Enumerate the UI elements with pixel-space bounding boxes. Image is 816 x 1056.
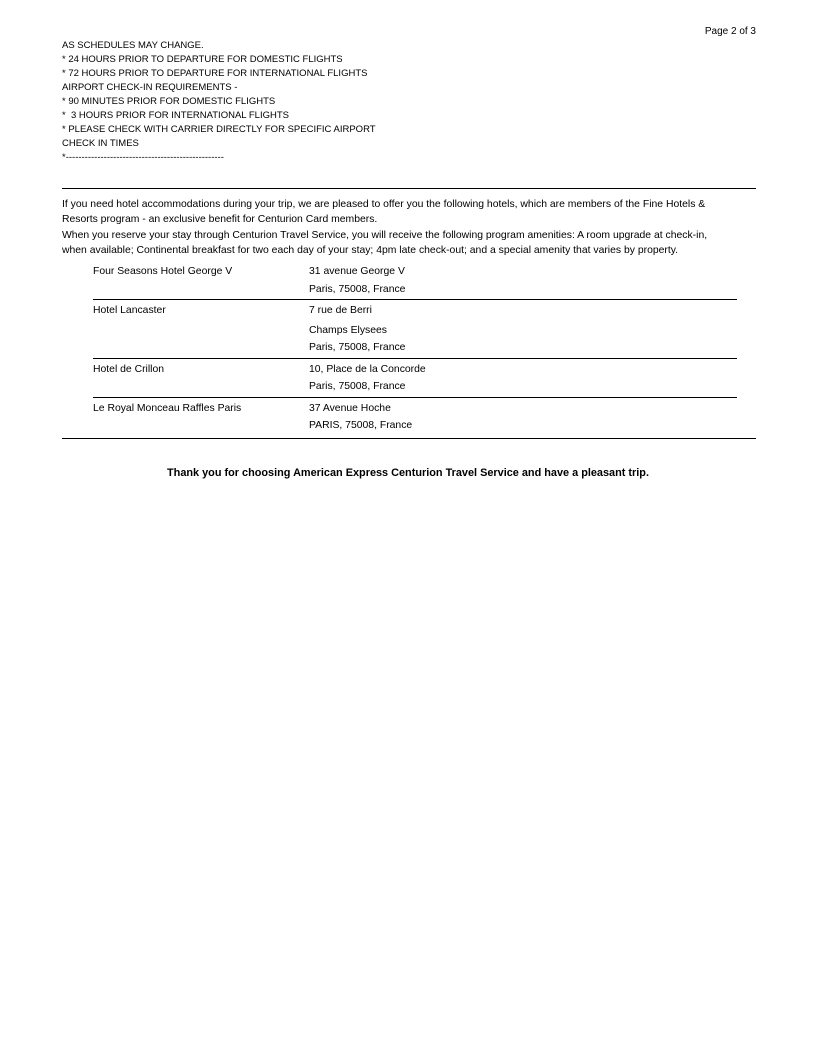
table-row	[93, 358, 737, 397]
hotel-name: Four Seasons Hotel George V	[93, 266, 233, 278]
hotel-table	[93, 261, 737, 436]
hotel-intro	[62, 189, 756, 258]
note-line: AS SCHEDULES MAY CHANGE.	[62, 40, 204, 51]
note-line: * 72 HOURS PRIOR TO DEPARTURE FOR INTERNATIONAL FLIGHTS	[62, 68, 368, 79]
address-line: 7 rue de Berri	[309, 305, 372, 317]
note-line: AIRPORT CHECK-IN REQUIREMENTS -	[62, 82, 238, 93]
flight-notes	[62, 39, 662, 165]
hotel-address	[309, 302, 737, 357]
intro-line: when available; Continental breakfast for two each day of your stay; 4pm late check-out; and a special amenity that varies by property.	[62, 244, 679, 256]
address-line: 10, Place de la Concorde	[309, 363, 426, 375]
note-line: *--------------------------------------------------	[62, 152, 224, 163]
note-line: * PLEASE CHECK WITH CARRIER DIRECTLY FOR SPECIFIC AIRPORT	[62, 124, 376, 135]
address-line: Champs Elysees	[309, 324, 387, 336]
table-row	[93, 261, 737, 299]
hotel-name: Hotel de Crillon	[93, 363, 165, 375]
hotel-name: Hotel Lancaster	[93, 305, 166, 317]
note-line: * 3 HOURS PRIOR FOR INTERNATIONAL FLIGHTS	[62, 110, 289, 121]
address-line: Paris, 75008, France	[309, 342, 406, 354]
note-line: CHECK IN TIMES	[62, 138, 139, 149]
intro-line: Resorts program - an exclusive benefit for Centurion Card members.	[62, 214, 378, 226]
hotel-address	[309, 400, 737, 435]
address-line: Paris, 75008, France	[309, 381, 406, 393]
closing-message: Thank you for choosing American Express Centurion Travel Service and have a pleasant trip.	[167, 467, 649, 479]
note-line: * 90 MINUTES PRIOR FOR DOMESTIC FLIGHTS	[62, 96, 276, 107]
intro-line: If you need hotel accommodations during your trip, we are pleased to offer you the following hotels, which are members of the Fine Hotels &	[62, 199, 706, 210]
intro-line: When you reserve your stay through Centurion Travel Service, you will receive the following program amenities: A room upgrade at check-in,	[62, 229, 708, 241]
hotel-address	[309, 361, 737, 396]
page-number: Page 2 of 3	[704, 26, 756, 37]
note-line: * 24 HOURS PRIOR TO DEPARTURE FOR DOMESTIC FLIGHTS	[62, 54, 343, 65]
hotel-address	[309, 263, 737, 298]
address-line: PARIS, 75008, France	[309, 420, 413, 432]
table-row	[93, 299, 737, 358]
address-line: Paris, 75008, France	[309, 283, 406, 295]
hotel-name: Le Royal Monceau Raffles Paris	[93, 402, 242, 414]
table-row	[93, 397, 737, 436]
hotel-recommendations	[62, 188, 756, 439]
address-line: 37 Avenue Hoche	[309, 402, 391, 414]
address-line: 31 avenue George V	[309, 266, 405, 278]
